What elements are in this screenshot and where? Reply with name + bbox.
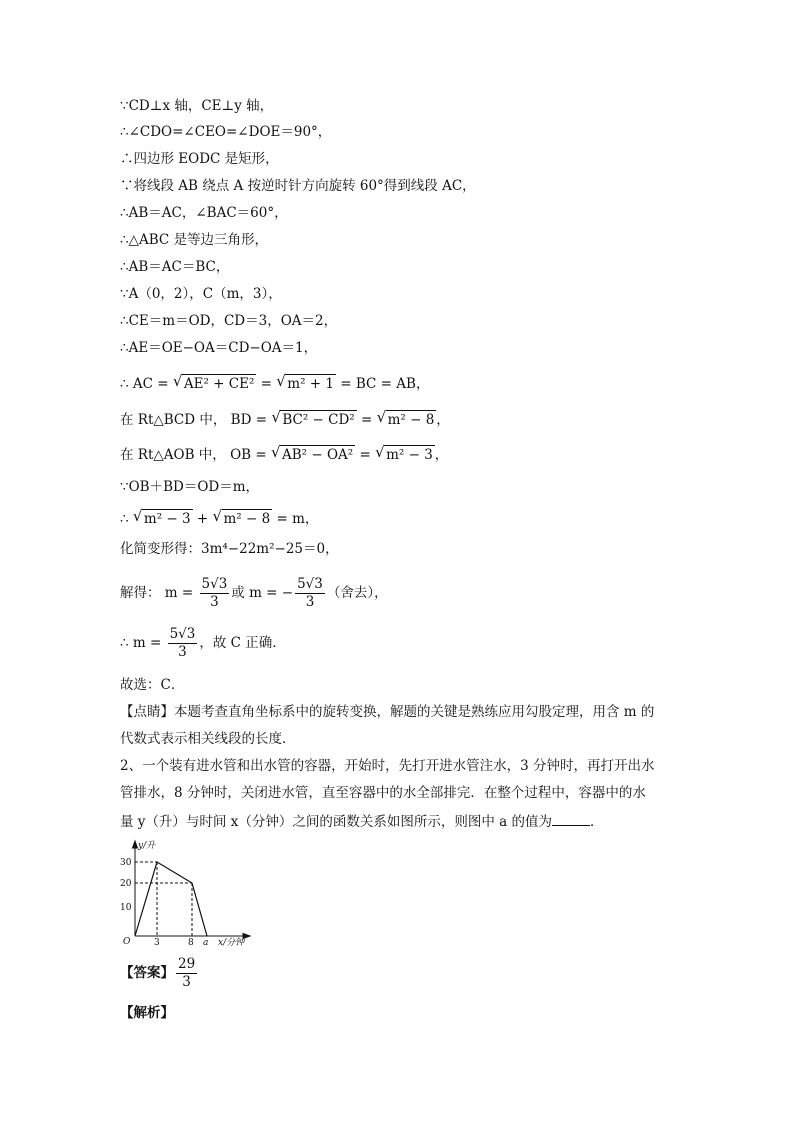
sqrt-expression: √ m² − 8: [376, 408, 435, 428]
text-line-4: ∵将线段 AB 绕点 A 按逆时针方向旋转 60°得到线段 AC，: [120, 178, 476, 194]
sqrt-expression: √ m² − 8: [212, 507, 271, 527]
text-line-16: 化简变形得：3m⁴−22m²−25＝0，: [120, 541, 339, 557]
y-tick-20: 20: [120, 879, 132, 889]
x-axis-label: x/分钟: [218, 938, 245, 946]
y-axis-arrow: [133, 841, 138, 848]
sqrt-expression: √ AE² + CE²: [172, 372, 255, 392]
text-line-20: 【点睛】本题考查直角坐标系中的旋转变换，解题的关键是熟练应用勾股定理，用含 m 的: [120, 704, 655, 720]
text-line-22: 2、一个装有进水管和出水管的容器，开始时，先打开进水管注水，3 分钟时，再打开出水: [120, 758, 655, 774]
origin-label: O: [123, 937, 131, 946]
y-axis-label: y/升: [138, 841, 156, 851]
sqrt-expression: √ m² − 3: [375, 443, 433, 463]
x-tick-8: 8: [188, 938, 194, 946]
equation-result: ∴ m = $\frac{5√3}{3}$ ，故 C 正确．: [120, 626, 286, 660]
text-line-8: ∵A（0，2），C（m，3），: [120, 286, 282, 302]
text-line-10: ∴AE＝OE−OA＝CD−OA＝1，: [120, 340, 318, 356]
answer-fraction: $\frac{29}{3}$: [178, 956, 196, 990]
sqrt-expression: √ m² − 3: [132, 507, 191, 527]
equation-sum: ∴ √ m² − 3 + √ m² − 8 = m，: [120, 507, 319, 527]
answer-label: 【答案】: [120, 965, 174, 981]
x-tick-a: a: [203, 938, 209, 946]
text-line-24: 量 y（升）与时间 x（分钟）之间的函数关系如图所示，则图中 a 的值为 ．: [120, 811, 603, 831]
text-line-2: ∴∠CDO=∠CEO=∠DOE＝90°，: [120, 124, 332, 140]
equation-ob: 在 Rt△AOB 中， OB = √ AB² − OA² = √ m² − 3 ，: [120, 443, 449, 463]
text-line-21: 代数式表示相关线段的长度．: [120, 731, 296, 747]
x-tick-3: 3: [154, 938, 160, 946]
fraction: $\frac{5√3}{3}$: [201, 576, 228, 610]
water-volume-graph: [115, 838, 255, 946]
graph-line: [135, 862, 207, 936]
equation-solve: 解得： m = $\frac{5√3}{3}$ 或 m = − $\frac{5√3}{3}$ （舍去），: [120, 576, 388, 610]
text-line-7: ∴AB＝AC＝BC，: [120, 259, 230, 275]
equation-ac: ∴ AC = √ AE² + CE² = √ m² + 1 = BC = AB，: [120, 372, 430, 392]
y-tick-30: 30: [120, 858, 132, 868]
text-line-14: ∵OB＋BD＝OD＝m，: [120, 479, 260, 495]
fraction: $\frac{5√3}{3}$: [169, 626, 196, 660]
text-line-3: ∴四边形 EODC 是矩形，: [120, 151, 279, 167]
answer-line: [120, 953, 199, 993]
text-line-9: ∴CE＝m＝OD，CD＝3，OA＝2，: [120, 313, 338, 329]
text-line-5: ∴AB＝AC，∠BAC＝60°，: [120, 205, 288, 221]
text-line-23: 管排水，8 分钟时，关闭进水管，直至容器中的水全部排完．在整个过程中，容器中的水: [120, 785, 646, 801]
sqrt-expression: √ m² + 1: [276, 372, 334, 392]
text-line-1: ∵CD⊥x 轴，CE⊥y 轴，: [120, 98, 274, 114]
equation-bd: 在 Rt△BCD 中， BD = √ BC² − CD² = √ m² − 8 ，: [120, 408, 450, 428]
y-tick-10: 10: [120, 903, 132, 913]
sqrt-expression: √ BC² − CD²: [271, 408, 355, 428]
sqrt-expression: √ AB² − OA²: [270, 443, 354, 463]
analysis-label: 【解析】: [120, 1005, 174, 1021]
eq-text: ∴ AC =: [120, 376, 173, 392]
text-line-6: ∴△ABC 是等边三角形，: [120, 232, 269, 248]
text-line-19: 故选：C．: [120, 677, 185, 693]
fraction: $\frac{5√3}{3}$: [297, 576, 323, 610]
answer-blank: [552, 811, 590, 826]
